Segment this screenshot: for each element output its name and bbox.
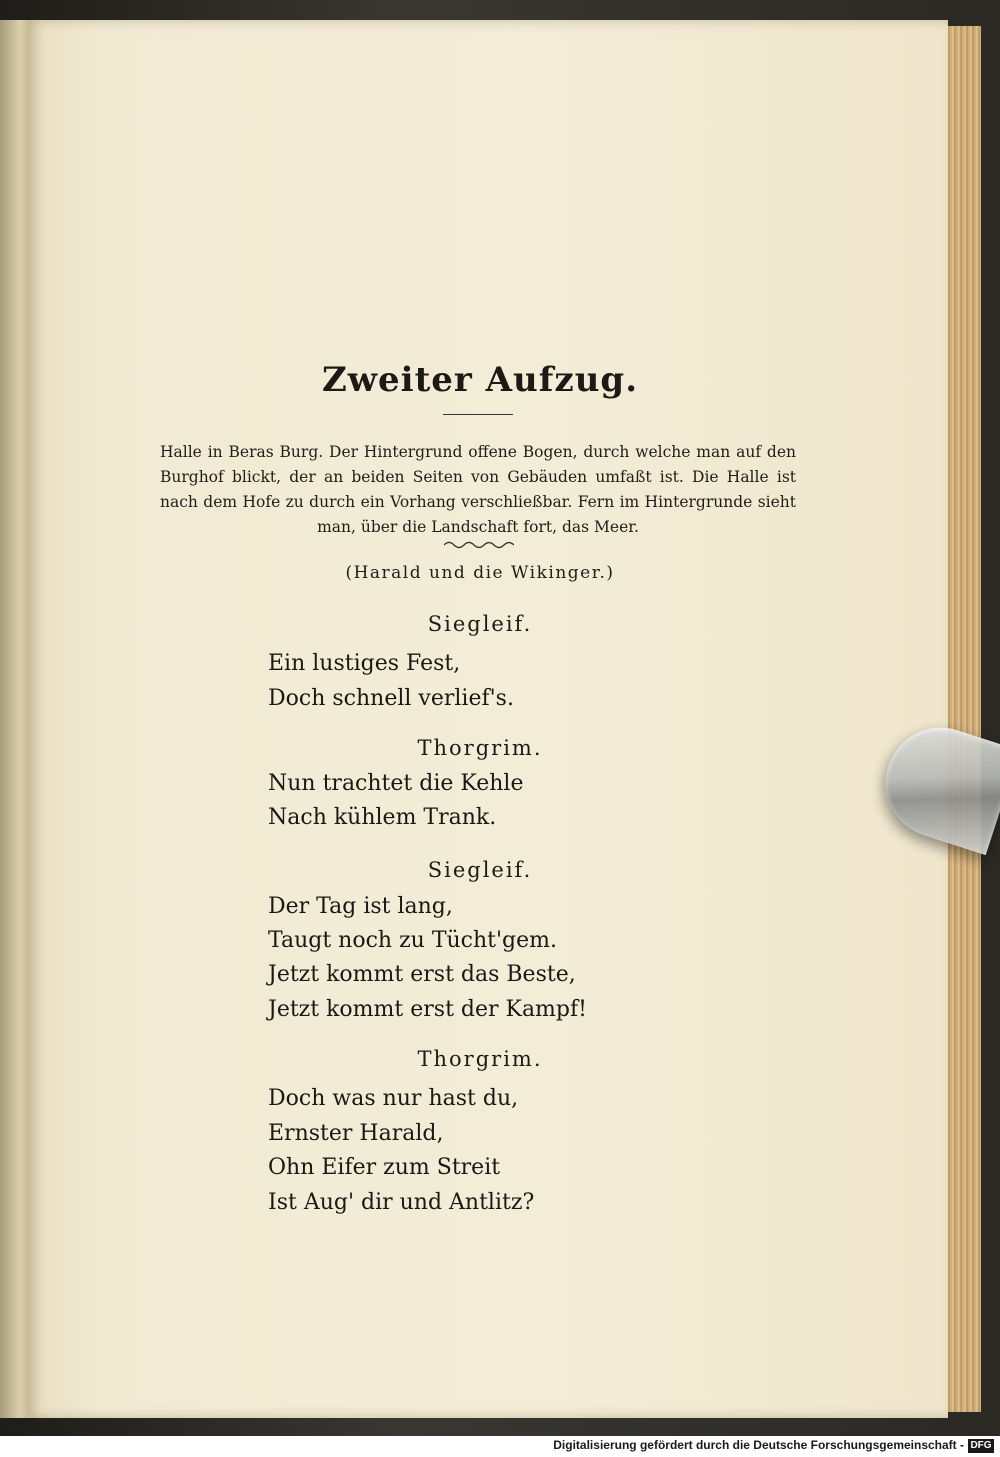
act-title: Zweiter Aufzug. xyxy=(321,360,639,400)
verse-line: Ernster Harald, xyxy=(268,1121,444,1146)
verse-line: Doch schnell verlief's. xyxy=(268,686,514,711)
verse-line: Der Tag ist lang, xyxy=(268,894,453,919)
page-block-edge xyxy=(945,26,981,1412)
verse-line: Ein lustiges Fest, xyxy=(268,651,461,676)
footer-bar xyxy=(0,1436,1000,1457)
title-rule xyxy=(443,414,513,415)
funding-credit: Digitalisierung gefördert durch die Deutsche Forschungsgemeinschaft - xyxy=(553,1438,964,1452)
speaker-name: Siegleif. xyxy=(427,858,533,882)
dfg-logo: DFG xyxy=(968,1439,994,1453)
verse-line: Nun trachtet die Kehle xyxy=(268,771,524,796)
speaker-name: Thorgrim. xyxy=(417,736,543,760)
left-page-edge xyxy=(0,20,28,1418)
cast-note: (Harald und die Wikinger.) xyxy=(345,563,615,583)
verse-line: Taugt noch zu Tücht'gem. xyxy=(268,928,557,953)
verse-line: Doch was nur hast du, xyxy=(268,1086,519,1111)
stage-direction: Halle in Beras Burg. Der Hintergrund offene Bogen, durch welche man auf den Burghof blickt, der an beiden Seiten von Gebäuden umfaßt ist. Die Halle ist nach dem Hofe zu durch ein Vorhang verschließbar. Fern im Hintergrunde sieht man, über die Landschaft fort, das Meer. xyxy=(160,443,796,536)
wave-ornament xyxy=(444,540,514,550)
speaker-name: Thorgrim. xyxy=(417,1047,543,1071)
verse-line: Nach kühlem Trank. xyxy=(268,805,497,830)
verse-line: Ist Aug' dir und Antlitz? xyxy=(268,1190,535,1215)
speaker-name: Siegleif. xyxy=(427,612,533,636)
verse-line: Jetzt kommt erst der Kampf! xyxy=(268,997,587,1022)
verse-line: Jetzt kommt erst das Beste, xyxy=(268,962,576,987)
verse-line: Ohn Eifer zum Streit xyxy=(268,1155,501,1180)
